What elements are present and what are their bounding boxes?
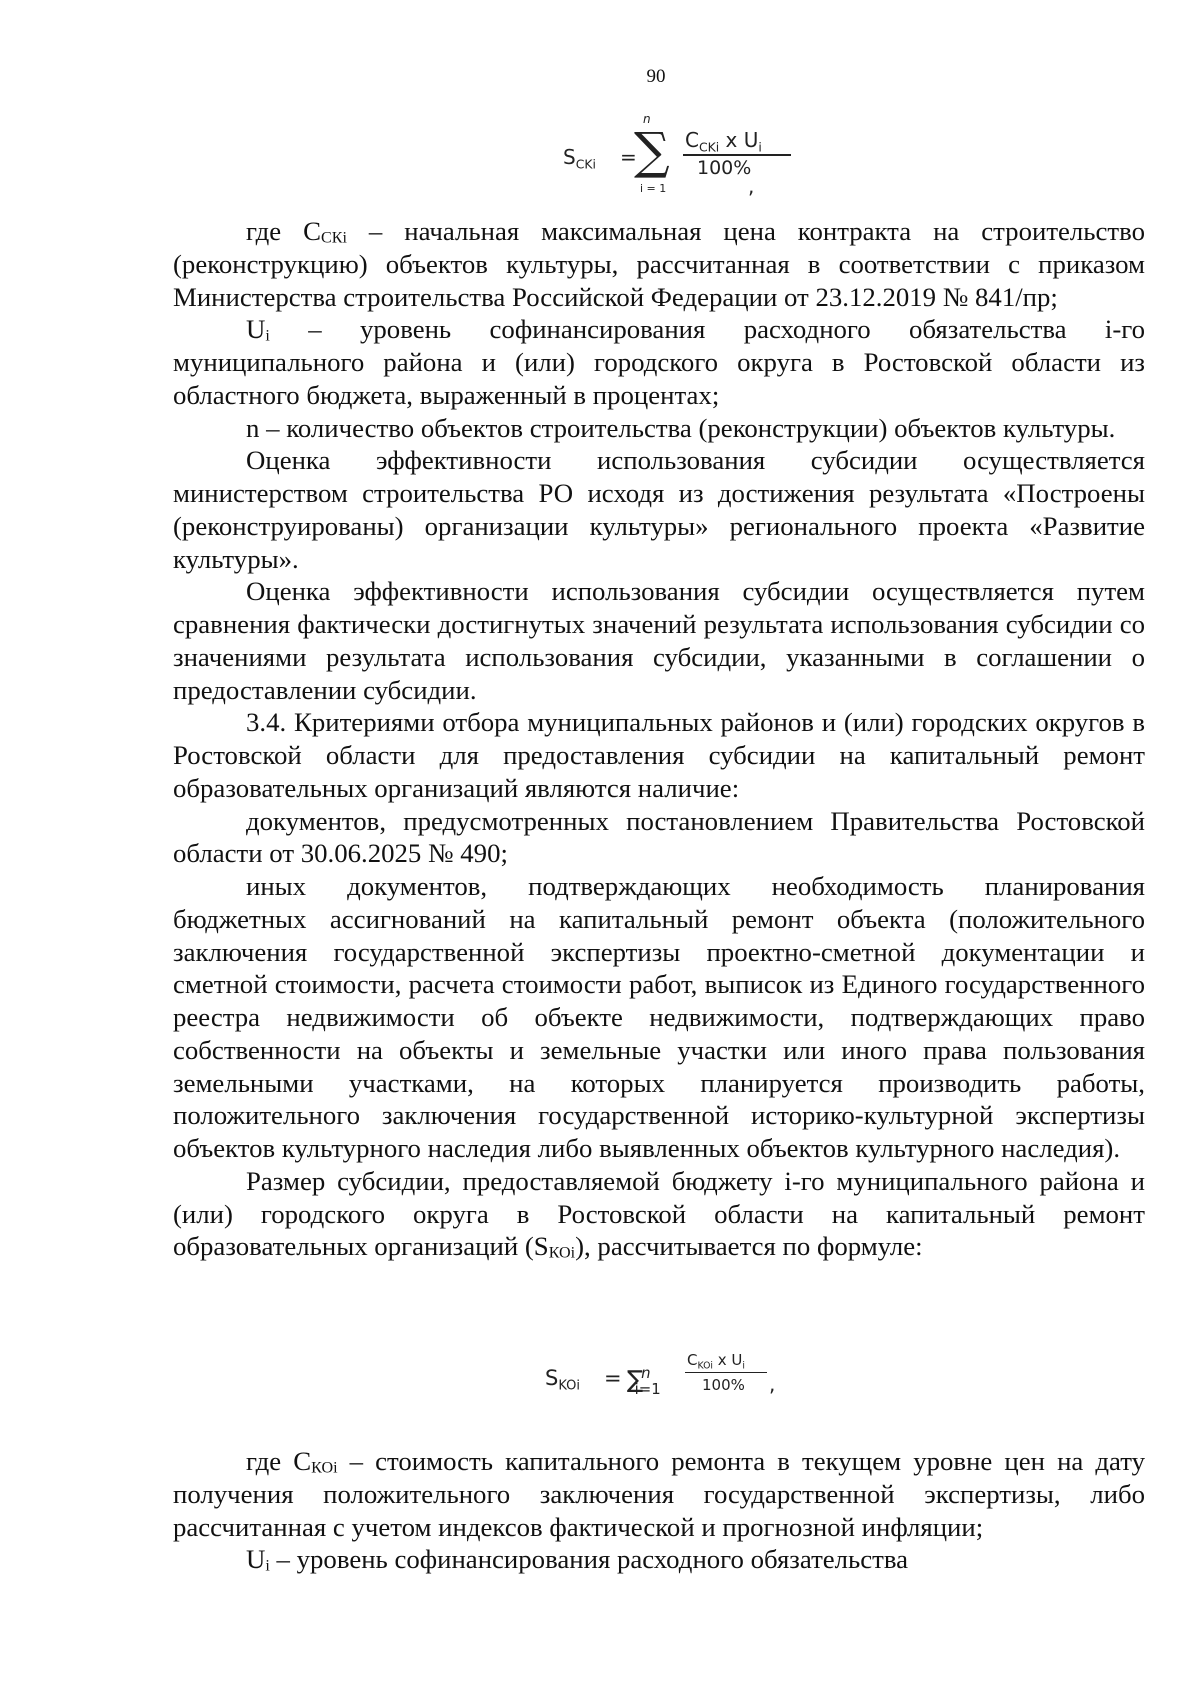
formula-lhs: $S_{CKi}$ <box>563 145 596 172</box>
sum-expression: ∑$^n_{i=1}$ <box>627 1364 661 1399</box>
sum-lower-limit: i = 1 <box>640 182 667 195</box>
body-text-tail <box>173 1445 1145 1576</box>
sum-upper-limit: n <box>643 112 651 126</box>
formula-comma: , <box>769 1372 776 1396</box>
paragraph: $U_i$ – уровень софинансирования расходного обязательства i-го муниципального района и (или) городского округа в Ростовской области из областного бюджета, выраженный в процентах; <box>173 314 1145 410</box>
fraction-bar <box>683 154 791 156</box>
fraction-bar <box>685 1372 767 1373</box>
formula-lhs: $S_{KOi}$ <box>545 1366 581 1394</box>
paragraph: Размер субсидии, предоставляемой бюджету i-го муниципального района и (или) городского округа в Ростовской области на капитальный ремонт образовательных организаций $(S_{КОi})$, рассчитывается по формуле: <box>173 1165 1145 1262</box>
body-text-main <box>173 215 1145 1263</box>
paragraph: где $С_{КОi}$ – стоимость капитального ремонта в текущем уровне цен на дату получения положительного заключения государственной экспертизы, либо рассчитанная с учетом индексов фактической и прогнозной инфляции; <box>173 1446 1145 1542</box>
formula-comma: , <box>748 174 755 198</box>
fraction-denominator: 100% <box>697 157 752 179</box>
paragraph: 3.4. Критериями отбора муниципальных районов и (или) городских округов в Ростовской области для предоставления субсидии на капитальный ремонт образовательных организаций являются наличие: <box>173 707 1145 803</box>
formula-equals: = <box>620 145 637 169</box>
paragraph: документов, предусмотренных постановлением Правительства Ростовской области от 30.06.2025 № 490; <box>173 805 1145 869</box>
paragraph: Оценка эффективности использования субсидии осуществляется путем сравнения фактически достигнутых значений результата использования субсидии со значениями результата использования субсидии, указанными в соглашении о предоставлении субсидии. <box>173 576 1145 705</box>
fraction-numerator: $C_{KOi}$ x $U_i$ <box>687 1351 745 1372</box>
formula-s-koi <box>545 1348 785 1408</box>
page-number: 90 <box>646 66 666 87</box>
paragraph: n – количество объектов строительства (реконструкции) объектов культуры. <box>246 412 1116 443</box>
paragraph: иных документов, подтверждающих необходимость планирования бюджетных ассигнований на капитальный ремонт объекта (положительного заключения государственной экспертизы проектно-сметной документации и сметной стоимости, расчета стоимости работ, выписок из Единого государственного реестра недвижимости об объекте недвижимости, подтверждающих право собственности на объекты и земельные участки или иного права пользования земельными участками, на которых планируется производить работы, положительного заключения государственной историко-культурной экспертизы объектов культурного наследия либо выявленных объектов культурного наследия). <box>173 871 1145 1163</box>
fraction-denominator: 100% <box>702 1376 745 1394</box>
paragraph: где $С_{СКi}$ – начальная максимальная цена контракта на строительство (реконструкцию) объектов культуры, рассчитанная в соответствии с приказом Министерства строительства Российской Федерации от 23.12.2019 № 841/пр; <box>173 216 1145 312</box>
formula-s-cki <box>563 112 763 198</box>
fraction-numerator: $C_{CKi}$ x $U_i$ <box>685 128 762 155</box>
sigma-symbol: ∑ <box>634 122 670 180</box>
paragraph: $U_i$ – уровень софинансирования расходного обязательства <box>246 1544 909 1575</box>
formula-equals: = <box>604 1366 622 1390</box>
paragraph: Оценка эффективности использования субсидии осуществляется министерством строительства РО исходя из достижения результата «Построены (реконструированы) организации культуры» регионального проекта «Развитие культуры». <box>173 445 1145 574</box>
